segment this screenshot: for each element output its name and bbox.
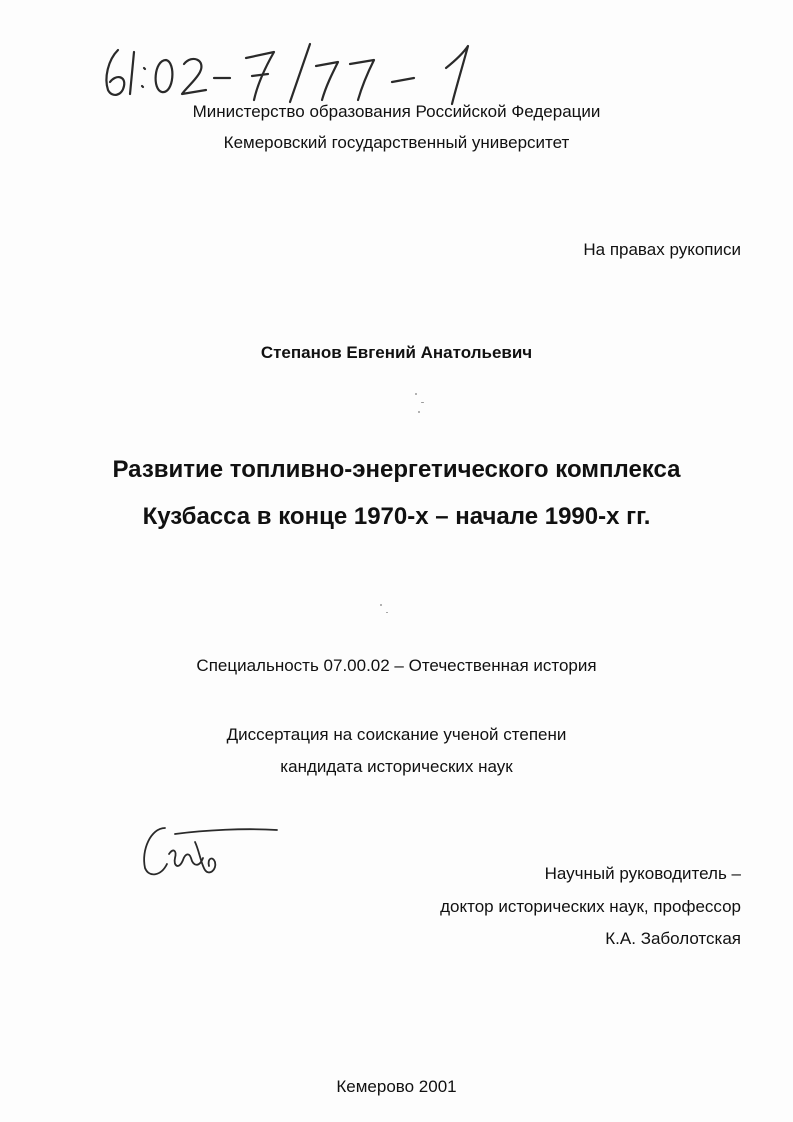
degree-line-2: кандидата исторических наук xyxy=(280,757,513,776)
supervisor-role: Научный руководитель – xyxy=(544,864,741,883)
scan-speck xyxy=(386,612,388,613)
degree-line-1: Диссертация на соискание ученой степени xyxy=(226,725,567,744)
author-name: Степанов Евгений Анатольевич xyxy=(260,343,533,362)
handwritten-archive-number xyxy=(96,38,516,108)
specialty: Специальность 07.00.02 – Отечественная история xyxy=(196,656,597,675)
scan-speck xyxy=(418,411,420,413)
dissertation-title-line-1: Развитие топливно-энергетического комплекса xyxy=(112,456,681,483)
ministry-name: Министерство образования Российской Федерации xyxy=(192,102,601,121)
scan-speck xyxy=(380,604,382,606)
scan-speck xyxy=(415,393,417,395)
manuscript-note: На правах рукописи xyxy=(583,240,741,259)
supervisor-degree: доктор исторических наук, профессор xyxy=(440,897,741,916)
dissertation-title-line-2: Кузбасса в конце 1970-х – начале 1990-х гг. xyxy=(142,503,651,530)
city-year: Кемерово 2001 xyxy=(336,1077,457,1096)
supervisor-name: К.А. Заболотская xyxy=(605,929,741,948)
university-name: Кемеровский государственный университет xyxy=(223,133,570,152)
author-signature xyxy=(135,820,285,890)
scan-speck xyxy=(421,402,424,403)
